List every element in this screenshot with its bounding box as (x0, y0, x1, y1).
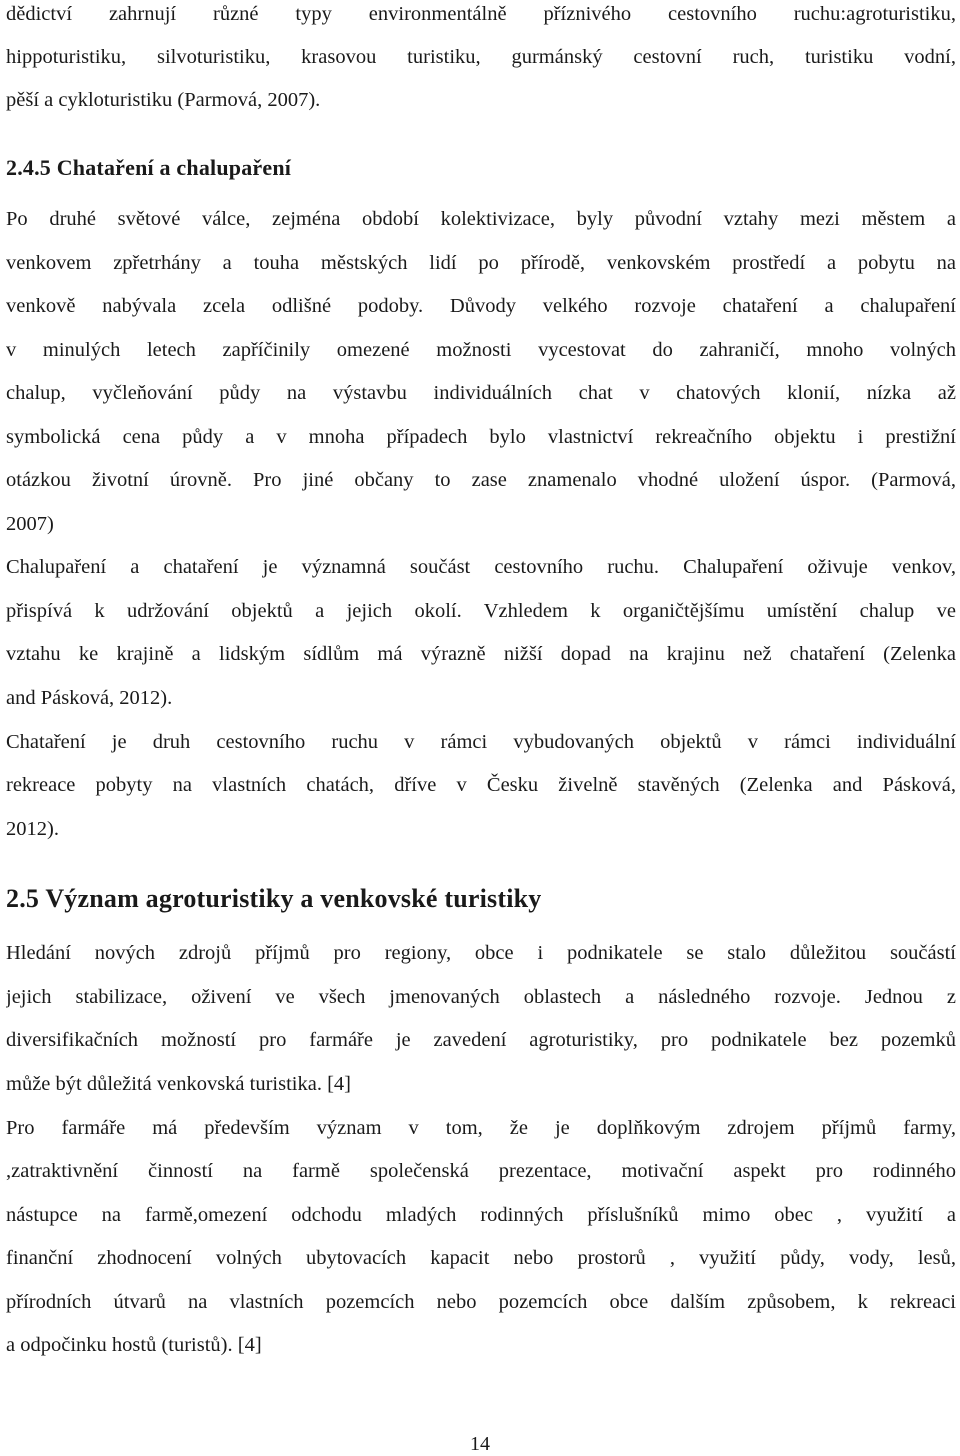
text-line: jejich stabilizace, oživení ve všech jmenovaných oblastech a následného rozvoje. Jednou z (6, 986, 956, 1008)
text-line: Chalupaření a chataření je významná součást cestovního ruchu. Chalupaření oživuje venkov, (6, 556, 956, 578)
text-line: může být důležitá venkovská turistika. [4] (6, 1073, 351, 1095)
text-line: Chataření je druh cestovního ruchu v rámci vybudovaných objektů v rámci individuální (6, 731, 956, 753)
text-line: pěší a cykloturistiku (Parmová, 2007). (6, 89, 321, 111)
section-heading-2-4-5: 2.4.5 Chataření a chalupaření (6, 156, 292, 180)
text-line: ,zatraktivnění činností na farmě společenská prezentace, motivační aspekt pro rodinného (6, 1160, 956, 1182)
text-line: Po druhé světové válce, zejména období kolektivizace, byly původní vztahy mezi městem a (6, 208, 956, 230)
text-line: and Pásková, 2012). (6, 687, 173, 709)
text-line: 2007) (6, 513, 54, 535)
text-line: Hledání nových zdrojů příjmů pro regiony, obce i podnikatele se stalo důležitou součástí (6, 942, 956, 964)
page-number: 14 (470, 1433, 490, 1455)
section-heading-2-5: 2.5 Význam agroturistiky a venkovské turistiky (6, 884, 542, 913)
text-line: přírodních útvarů na vlastních pozemcích nebo pozemcích obce dalším způsobem, k rekreaci (6, 1291, 956, 1313)
text-line: vztahu ke krajině a lidským sídlům má výrazně nižší dopad na krajinu než chataření (Zelenka (6, 643, 956, 665)
text-line: hippoturistiku, silvoturistiku, krasovou turistiku, gurmánský cestovní ruch, turistiku vodní, (6, 46, 956, 68)
text-line: venkovem zpřetrhány a touha městských lidí po přírodě, venkovském prostředí a pobytu na (6, 252, 956, 274)
text-line: finanční zhodnocení volných ubytovacích kapacit nebo prostorů , využití půdy, vody, lesů, (6, 1247, 956, 1269)
text-line: symbolická cena půdy a v mnoha případech bylo vlastnictví rekreačního objektu i prestižní (6, 426, 956, 448)
text-line: rekreace pobyty na vlastních chatách, dříve v Česku živelně stavěných (Zelenka and Pásková, (6, 774, 956, 796)
text-line: dědictví zahrnují různé typy environmentálně příznivého cestovního ruchu:agroturistiku, (6, 3, 956, 25)
text-line: diversifikačních možností pro farmáře je zavedení agroturistiky, pro podnikatele bez pozemků (6, 1029, 956, 1051)
document-page (6, 0, 956, 1456)
text-line: přispívá k udržování objektů a jejich okolí. Vzhledem k organičtějšímu umístění chalup ve (6, 600, 956, 622)
text-line: a odpočinku hostů (turistů). [4] (6, 1334, 262, 1356)
text-line: venkově nabývala zcela odlišné podoby. Důvody velkého rozvoje chataření a chalupaření (6, 295, 956, 317)
text-line: nástupce na farmě,omezení odchodu mladých rodinných příslušníků mimo obec , využití a (6, 1204, 956, 1226)
text-line: v minulých letech zapříčinily omezené možnosti vycestovat do zahraničí, mnoho volných (6, 339, 956, 361)
text-line: otázkou životní úrovně. Pro jiné občany to zase znamenalo vhodné uložení úspor. (Parmová, (6, 469, 956, 491)
text-line: 2012). (6, 818, 59, 840)
text-line: Pro farmáře má především význam v tom, že je doplňkovým zdrojem příjmů farmy, (6, 1117, 956, 1139)
text-line: chalup, vyčleňování půdy na výstavbu individuálních chat v chatových klonií, nízka až (6, 382, 956, 404)
